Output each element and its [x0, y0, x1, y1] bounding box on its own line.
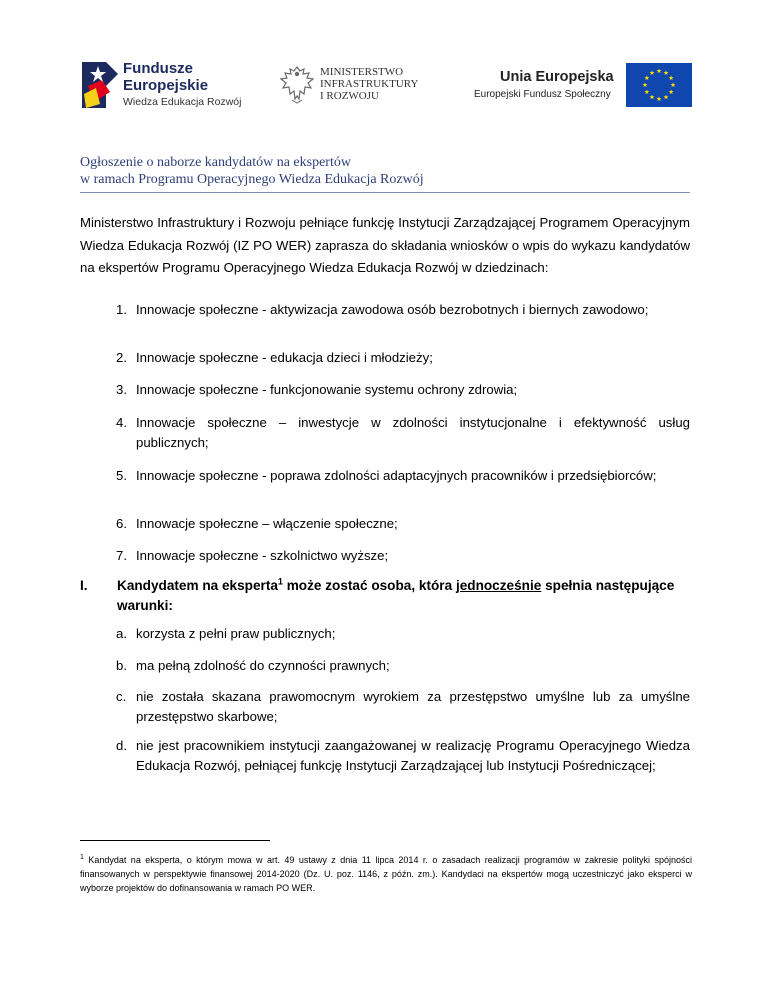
ministry-logo	[280, 64, 450, 114]
list-item-text: Innowacje społeczne - aktywizacja zawodowa osób bezrobotnych i biernych zawodowo;	[136, 302, 649, 317]
list-item	[116, 413, 690, 453]
list-item-letter: a.	[116, 626, 127, 641]
eu-flag-icon	[626, 63, 692, 107]
list-item	[116, 514, 690, 534]
section-roman-numeral: I.	[80, 578, 88, 593]
footnote	[80, 851, 692, 895]
list-item-text: nie została skazana prawomocnym wyrokiem za przestępstwo umyślne lub za umyślne przestępstwo skarbowe;	[136, 689, 690, 724]
list-item-number: 7.	[116, 548, 127, 563]
list-item-text: nie jest pracownikiem instytucji zaangażowanej w realizację Programu Operacyjnego Wiedza Edukacja Rozwój, pełniącej funkcję Instytucji Zarządzającej lub Instytucji Pośredniczącej;	[136, 738, 690, 773]
list-item	[116, 546, 690, 566]
list-item-letter: b.	[116, 658, 127, 673]
section-i-heading	[80, 576, 690, 616]
polish-eagle-icon	[280, 64, 314, 104]
list-item	[116, 348, 690, 368]
ministry-line1: MINISTERSTWO	[320, 66, 404, 78]
list-item-text: Innowacje społeczne - szkolnictwo wyższe;	[136, 548, 389, 563]
list-item-number: 1.	[116, 302, 127, 317]
list-item-number: 3.	[116, 382, 127, 397]
fe-logo-title	[123, 60, 208, 94]
footnote-divider	[80, 840, 270, 841]
list-item	[116, 624, 690, 644]
section-text-part: Kandydatem na eksperta	[117, 578, 278, 593]
title-line2: w ramach Programu Operacyjnego Wiedza Edukacja Rozwój	[80, 172, 424, 187]
list-item-number: 2.	[116, 350, 127, 365]
list-item-text: Innowacje społeczne - edukacja dzieci i młodzieży;	[136, 350, 433, 365]
ministry-line3: I ROZWOJU	[320, 90, 379, 102]
intro-paragraph: Ministerstwo Infrastruktury i Rozwoju pełniące funkcję Instytucji Zarządzającej Programem Operacyjnym Wiedza Edukacja Rozwój (IZ PO WER) zaprasza do składania wniosków o wpis do wykazu kandydatów na ekspertów Programu Operacyjnego Wiedza Edukacja Rozwój w dziedzinach:	[80, 215, 690, 275]
eu-logo-title: Unia Europejska	[500, 69, 614, 85]
list-item-text: Innowacje społeczne - funkcjonowanie systemu ochrony zdrowia;	[136, 382, 518, 397]
fe-logo-line1: Fundusze	[123, 60, 193, 77]
fundusze-europejskie-emblem-icon	[80, 58, 120, 110]
list-item-number: 6.	[116, 516, 127, 531]
list-item-text: Innowacje społeczne - poprawa zdolności adaptacyjnych pracowników i przedsiębiorców;	[136, 468, 657, 483]
ministry-line2: INFRASTRUKTURY	[320, 78, 419, 90]
list-item	[116, 687, 690, 727]
list-item-text: Innowacje społeczne – włączenie społeczne;	[136, 516, 398, 531]
section-text-part: spełnia następujące warunki:	[117, 578, 675, 613]
footnote-mark: 1	[80, 854, 84, 861]
section-underlined-word: jednocześnie	[455, 578, 542, 593]
list-item	[116, 736, 690, 776]
ministry-name	[320, 66, 418, 102]
list-item-letter: c.	[116, 689, 127, 704]
list-item-text: ma pełną zdolność do czynności prawnych;	[136, 658, 390, 673]
list-item-number: 5.	[116, 468, 127, 483]
footnote-reference[interactable]: 1	[277, 576, 283, 587]
section-heading-text	[117, 576, 690, 616]
list-item	[116, 466, 690, 486]
list-item-letter: d.	[116, 738, 127, 753]
eu-logo-subtitle: Europejski Fundusz Społeczny	[474, 89, 611, 100]
list-item-number: 4.	[116, 415, 127, 430]
fe-logo-subtitle: Wiedza Edukacja Rozwój	[123, 96, 242, 108]
list-item-text: Innowacje społeczne – inwestycje w zdolności instytucjonalne i efektywność usług publicznych;	[136, 415, 690, 450]
eu-logo	[470, 63, 692, 107]
list-item	[116, 656, 690, 676]
list-item	[116, 300, 690, 320]
announcement-title	[80, 154, 690, 188]
fundusze-europejskie-logo	[80, 58, 260, 114]
section-text-part: może zostać osoba, która	[282, 578, 456, 593]
title-divider	[80, 192, 690, 193]
fe-logo-line2: Europejskie	[123, 77, 209, 94]
title-line1: Ogłoszenie o naborze kandydatów na ekspertów	[80, 155, 351, 170]
footnote-text: Kandydat na eksperta, o którym mowa w art. 49 ustawy z dnia 11 lipca 2014 r. o zasadach realizacji programów w zakresie polityki spójności finansowanych w perspektywie finansowej 2014-2020 (Dz. U. poz. 1146, z późn. zm.). Kandydaci na ekspertów mogą uczestniczyć jako eksperci w wyborze projektów do dofinansowania w ramach PO WER.	[80, 855, 692, 893]
list-item-text: korzysta z pełni praw publicznych;	[136, 626, 336, 641]
list-item	[116, 380, 690, 400]
